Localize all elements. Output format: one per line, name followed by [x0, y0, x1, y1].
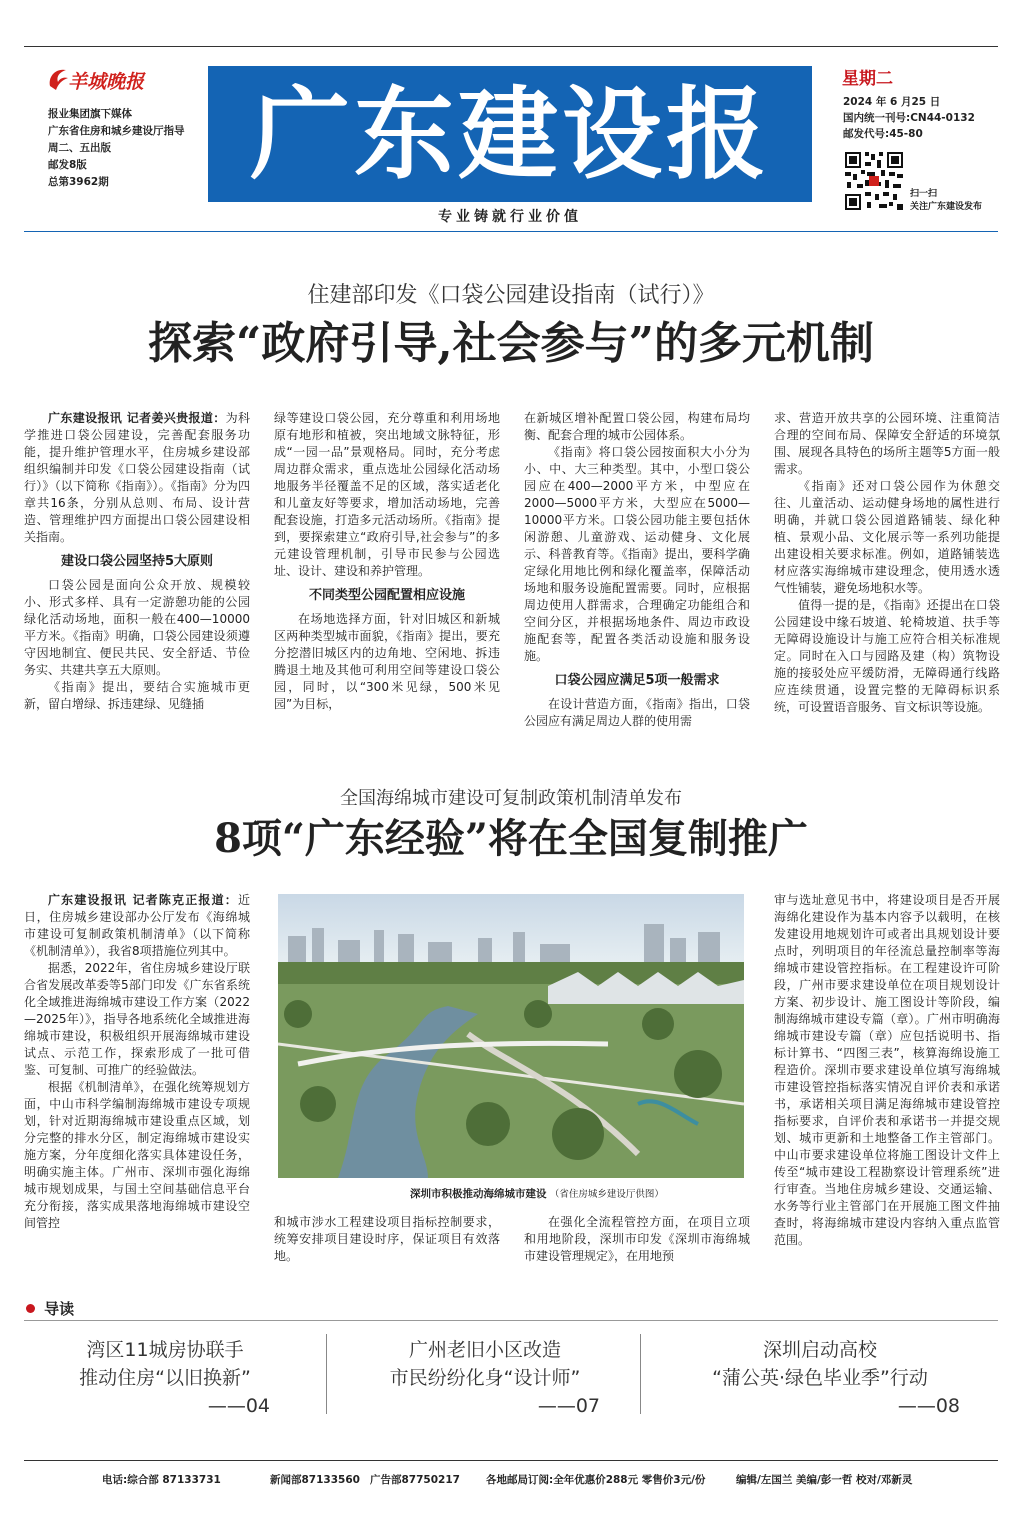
qr-code-icon — [843, 150, 905, 212]
guide-label: 导读 — [44, 1300, 75, 1318]
article1-subhead: 建设口袋公园坚持5大原则 — [60, 554, 214, 569]
info-line: 周二、五出版 — [48, 142, 111, 154]
guide-item-line: 广州老旧小区改造 — [408, 1339, 561, 1361]
photo-caption-text: 深圳市积极推动海绵城市建设 — [410, 1188, 547, 1200]
postal-code: 邮发代号:45-80 — [843, 128, 923, 140]
park-aerial-photo-icon — [278, 894, 744, 1178]
info-line: 广东省住房和城乡建设厅指导 — [48, 125, 185, 137]
newspaper-title: 广东建设报 — [250, 75, 770, 193]
top-rule — [24, 46, 998, 47]
weekday: 星期二 — [842, 69, 893, 89]
article2-paragraph: 根据《机制清单》，在强化统筹规划方面，中山市科学编制海绵城市建设专项规划，针对近期海绵城市建设重点区域，划分完整的排水分区，制定海绵城市建设实施方案，分年度细化落实具体建设任务，明确实施主体。广州市、深圳市强化海绵城市规划成果，与国土空间基础信息平台充分衔接，落实成果落地海绵城市建设空间管控 — [24, 1080, 250, 1230]
logo-text: 羊城晚报 — [68, 71, 145, 93]
article1-paragraph: 《指南》将口袋公园按面积大小分为小、中、大三种类型。其中，小型口袋公园应在400—2000平方米，中型应在2000—5000平方米，大型应在5000—10000平方米。口袋公园功能主要包括休闲游憩、儿童游戏、运动健身、文化展示、科普教育等。《指南》提出，要科学确定绿化用地比例和绿化覆盖率，保障活动场地和服务设施配置需要。同时，应根据周边使用人群需求，合理确定功能组合和空间分区，并根据场地条件、周边市政设施配套等，配置各类活动设施和服务设施。 — [524, 445, 750, 663]
sponge-city-photo — [278, 894, 744, 1178]
phoenix-logo-icon — [46, 66, 70, 92]
footer-phone-news: 新闻部87133560 — [270, 1474, 360, 1486]
article2-paragraph: 在强化全流程管控方面，在项目立项和用地阶段，深圳市印发《深圳市海绵城市建设管理规定》，在用地预 — [524, 1215, 750, 1263]
masthead-rule — [24, 231, 998, 232]
footer-rule — [24, 1460, 998, 1461]
footer-phone-general: 电话:综合部 87133731 — [102, 1474, 221, 1486]
article2-byline: 广东建设报讯 记者陈克正报道： — [48, 893, 238, 907]
article2-paragraph: 和城市涉水工程建设项目指标控制要求，统筹安排项目建设时序，保证项目有效落地。 — [274, 1215, 500, 1263]
red-dot-icon — [26, 1304, 35, 1313]
footer-editors: 编辑/左国兰 美编/彭一哲 校对/邓新灵 — [736, 1474, 913, 1486]
qr-caption-line: 扫一扫 — [910, 189, 938, 199]
article1-column-2 — [274, 410, 500, 713]
article1-paragraph: 口袋公园是面向公众开放、规模较小、形式多样、具有一定游憩功能的公园绿化活动场地，面积一般在400—10000平方米。《指南》明确，口袋公园建设须遵守因地制宜、便民共民、安全舒适、节俭务实、共建共享五大原则。 — [24, 578, 250, 677]
article1-column-4 — [774, 410, 1000, 716]
article1-column-3 — [524, 410, 750, 730]
article2-paragraph: 审与选址意见书中，将建设项目是否开展海绵化建设作为基本内容予以载明，在核发建设用地规划许可或者出具规划设计要点时，列明项目的年径流总量控制率等海绵城市建设管控指标。在工程建设许可阶段，广州市要求建设单位在项目规划设计方案、初步设计、施工图设计等阶段，编制海绵城市建设专篇（章）。广州市明确海绵城市建设专篇（章）应包括说明书、指标计算书、“四图三表”，核算海绵设施工程造价。深圳市要求建设单位填写海绵城市建设管控指标落实情况自评价表和承诺书，承诺相关项目满足海绵城市建设管控指标要求，自评价表和承诺书一并提交规划、城市更新和土地整备工作主管部门。中山市要求建设单位将施工图设计文件上传至“城市建设工程勘察设计管理系统”进行审查。当地住房城乡建设、交通运输、水务等行业主管部门在开展施工图文件抽查时，将海绵城市建设内容纳入重点监管范围。 — [774, 893, 1000, 1247]
guide-item[interactable] — [660, 1336, 980, 1420]
article1-paragraph: 《指南》还对口袋公园作为休憩交往、儿童活动、运动健身场地的属性进行明确，并就口袋公园道路铺装、绿化种植、景观小品、文化展示等一系列功能提出建设相关要求标准。例如，道路铺装选材应落实海绵城市建设理念，使用透水透气性铺装，避免场地积水等。 — [774, 479, 1000, 595]
info-line: 总第3962期 — [48, 176, 109, 188]
article1-subhead: 不同类型公园配置相应设施 — [308, 588, 465, 603]
article1-column-1 — [24, 410, 250, 713]
article1-subhead: 口袋公园应满足5项一般需求 — [554, 673, 720, 688]
masthead-left-info — [48, 106, 208, 191]
article1-paragraph: 在场地选择方面，针对旧城区和新城区两种类型城市面貌，《指南》提出，要充分挖潜旧城区内的边角地、空闲地、拆违腾退土地及其他可利用空间等建设口袋公园，同时，以“300米见绿，500米见园”为目标， — [274, 612, 500, 711]
qr-caption — [910, 188, 982, 214]
issue-date: 2024 年 6 月25 日 — [843, 96, 941, 108]
guide-item[interactable] — [30, 1336, 300, 1420]
guide-item-line: 深圳启动高校 — [762, 1339, 877, 1361]
guide-header — [26, 1298, 74, 1319]
article1-paragraph: 绿等建设口袋公园，充分尊重和利用场地原有地形和植被，突出地域文脉特征，形成“一园一品”景观格局。同时，充分考虑周边群众需求，重点选址公园绿化活动场地服务半径覆盖不足的区域，落实适老化和儿童友好等要求，增加活动场地，完善配套设施，打造多元活动场所。《指南》提到，要探索建立“政府引导,社会参与”的多元建设管理机制，引导市民参与公园选址、设计、建设和养护管理。 — [274, 411, 500, 578]
article1-paragraph: 求、营造开放共享的公园环境、注重简洁合理的空间布局、保障安全舒适的环境氛围、展现各具特色的场所主题等5方面一般需求。 — [774, 411, 1000, 476]
article1-paragraph: 在新城区增补配置口袋公园，构建布局均衡、配套合理的城市公园体系。 — [524, 411, 750, 442]
article1-kicker: 住建部印发《口袋公园建设指南（试行）》 — [307, 283, 715, 308]
article2-column-4 — [774, 892, 1000, 1249]
cn-number: 国内统一刊号:CN44-0132 — [843, 112, 975, 124]
issue-info — [843, 94, 975, 142]
qr-caption-line: 关注广东建设发布 — [910, 202, 983, 212]
footer-subscription: 各地邮局订阅:全年优惠价288元 零售价3元/份 — [486, 1474, 706, 1486]
article1-byline: 广东建设报讯 记者姜兴贵报道： — [48, 411, 226, 425]
guide-item-page: ——08 — [897, 1395, 960, 1417]
guide-item-page: ——04 — [207, 1395, 270, 1417]
article1-paragraph: 值得一提的是，《指南》还提出在口袋公园建设中缘石坡道、轮椅坡道、扶手等无障碍设施设计与施工应符合相关标准规定。同时在入口与园路及建（构）筑物设施的接驳处应平缓防滑，无障碍通行线路应连续贯通，设置完整的无障碍标识系统，可设置语音服务、盲文标识等设施。 — [774, 598, 1000, 714]
info-line: 邮发8版 — [48, 159, 87, 171]
article1-paragraph: 为科学推进口袋公园建设，完善配套服务功能，提升维护管理水平，住房城乡建设部组织编制并印发《口袋公园建设指南（试行）》（以下简称《指南》）。《指南》分为四章共16条，分别从总则、布局、设计营造、管理维护四方面提出口袋公园建设相关指南。 — [24, 411, 250, 544]
masthead-title-block — [208, 66, 812, 202]
guide-item-line: “蒲公英·绿色毕业季”行动 — [712, 1367, 928, 1389]
guide-rule — [24, 1320, 998, 1321]
guide-item[interactable] — [340, 1336, 630, 1420]
article2-headline: 8项“广东经验”将在全国复制推广 — [214, 815, 808, 862]
photo-credit: （省住房城乡建设厅供图） — [549, 1189, 664, 1200]
article1-headline: 探索“政府引导,社会参与”的多元机制 — [148, 318, 874, 369]
article2-paragraph: 近日，住房城乡建设部办公厅发布《海绵城市建设可复制政策机制清单》（以下简称《机制清单》），我省8项措施位列其中。 — [24, 893, 250, 958]
guide-divider — [640, 1334, 641, 1414]
article2-paragraph: 据悉，2022年，省住房城乡建设厅联合省发展改革委等5部门印发《广东省系统化全域推进海绵城市建设工作方案（2022—2025年）》，指导各地系统化全域推进海绵城市建设，积极组织开展海绵城市建设试点、示范工作，探索形成了一批可借鉴、可复制、可推广的经验做法。 — [24, 961, 250, 1077]
article1-paragraph: 《指南》提出，要结合实施城市更新，留白增绿、拆违建绿、见缝插 — [24, 680, 250, 711]
publisher-logo — [46, 66, 196, 94]
article2-column-3 — [524, 1214, 750, 1265]
guide-item-line: 市民纷纷化身“设计师” — [389, 1367, 581, 1389]
article2-column-1 — [24, 892, 250, 1232]
info-line: 报业集团旗下媒体 — [48, 108, 132, 120]
guide-item-line: 推动住房“以旧换新” — [79, 1367, 251, 1389]
article2-kicker: 全国海绵城市建设可复制政策机制清单发布 — [340, 788, 682, 809]
guide-item-page: ——07 — [537, 1395, 600, 1417]
slogan: 专业铸就行业价值 — [438, 209, 582, 225]
article2-column-2 — [274, 1214, 500, 1265]
guide-item-line: 湾区11城房协联手 — [86, 1339, 244, 1361]
photo-caption — [410, 1186, 746, 1201]
guide-divider — [326, 1334, 327, 1414]
article1-paragraph: 在设计营造方面，《指南》指出，口袋公园应有满足周边人群的使用需 — [524, 697, 750, 728]
footer-phone-ads: 广告部87750217 — [370, 1474, 460, 1486]
